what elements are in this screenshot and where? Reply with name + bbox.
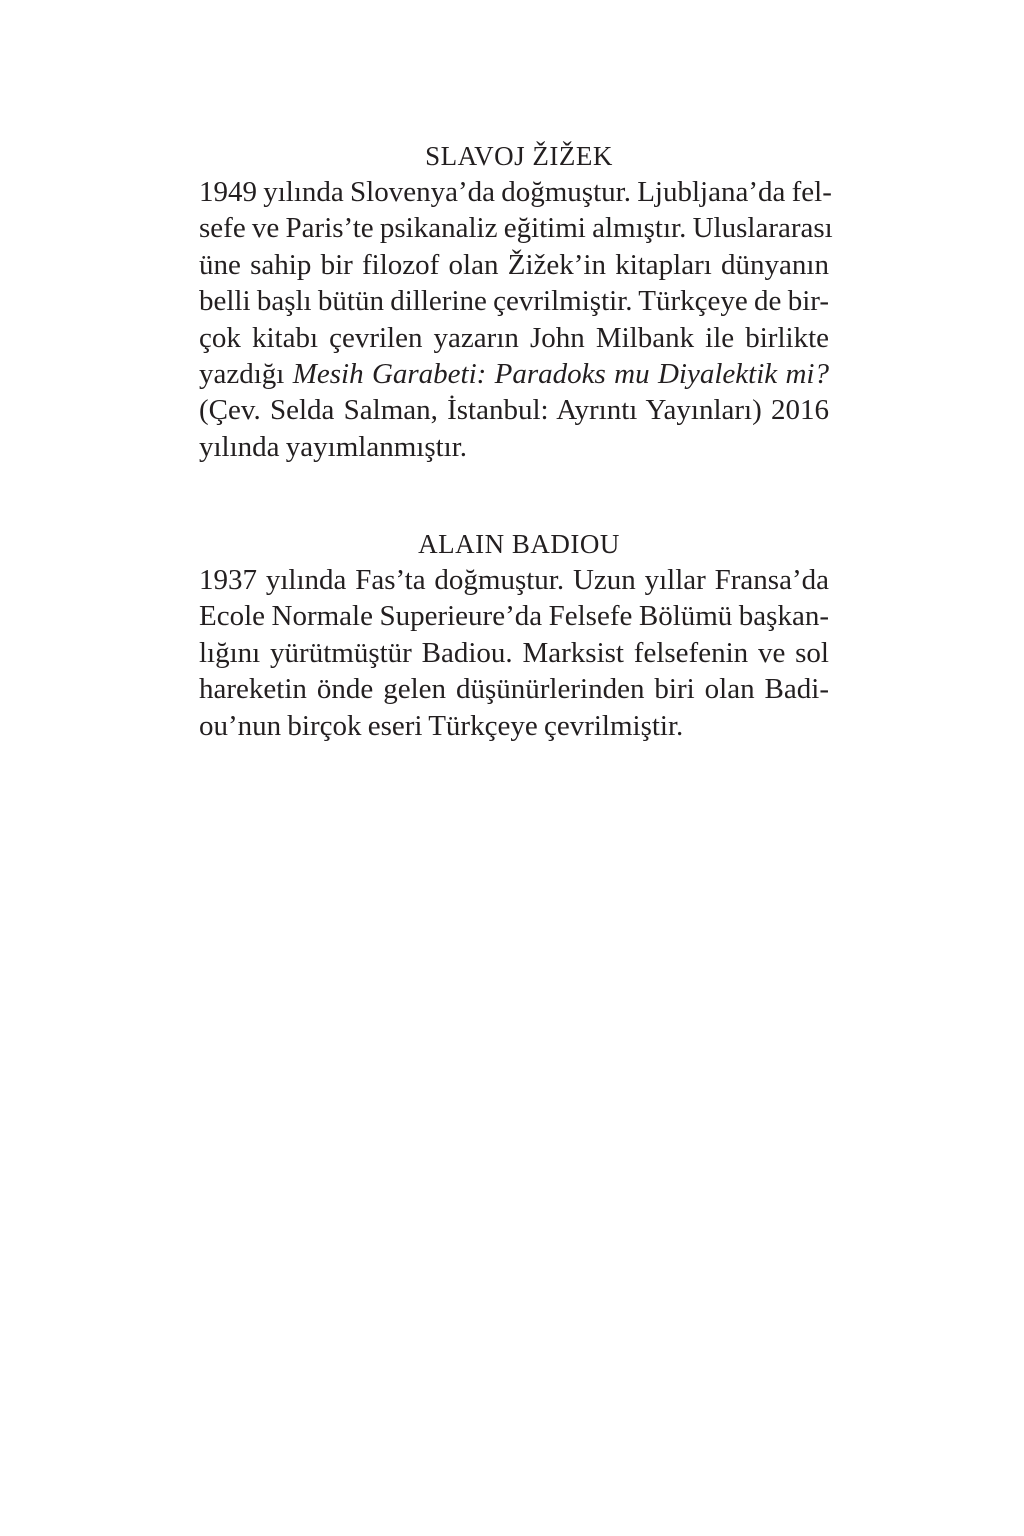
bio-line: (Çev. Selda Salman, İstanbul: Ayrıntı Yayınları) 2016 [199,394,829,427]
bio-line: ou’nun birçok eseri Türkçeye çevrilmiştir. [199,709,684,742]
author-name-zizek: SLAVOJ ŽIŽEK [425,141,613,171]
author-name-badiou: ALAIN BADIOU [418,529,620,559]
bio-line: lığını yürütmüştür Badiou. Marksist felsefenin ve sol [199,636,829,669]
bio-line: çok kitabı çevrilen yazarın John Milbank ile birlikte [199,321,829,354]
bio-line: sefe ve Paris’te psikanaliz eğitimi almıştır. Uluslararası [199,212,833,245]
bio-line: 1949 yılında Slovenya’da doğmuştur. Ljubljana’da fel- [199,176,832,208]
bio-line: Ecole Normale Superieure’da Felsefe Bölümü başkan- [199,600,829,633]
bio-line: üne sahip bir filozof olan Žižek’in kitapları dünyanın [199,248,829,281]
bio-line-with-title [199,356,829,392]
bio-line: yılında yayımlanmıştır. [199,430,468,463]
bio-line: 1937 yılında Fas’ta doğmuştur. Uzun yıllar Fransa’da [199,564,829,596]
book-title: Mesih Garabeti: Paradoks mu Diyalektik mi? [292,357,829,390]
bio-line: belli başlı bütün dillerine çevrilmiştir. Türkçeye de bir- [199,285,829,318]
badiou-bio [199,526,829,744]
bio-line-prefix: yazdığı [199,357,293,390]
bio-line: hareketin önde gelen düşünürlerinden biri olan Badi- [199,673,829,706]
zizek-bio [199,138,833,465]
